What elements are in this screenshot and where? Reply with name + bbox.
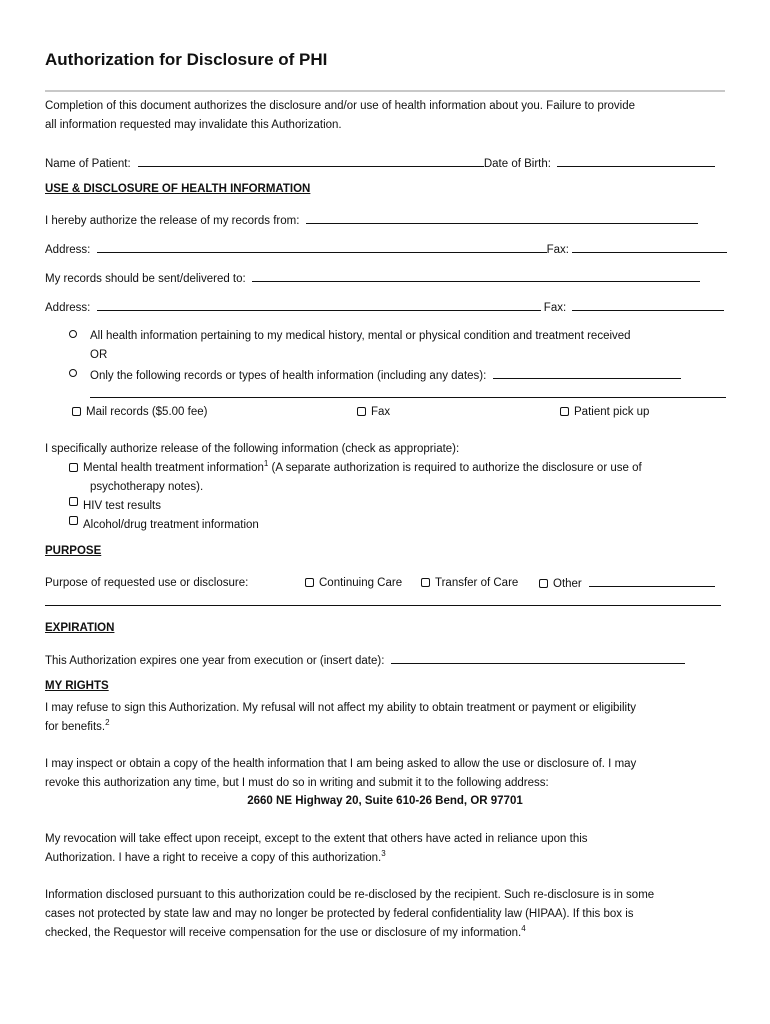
- pickup-label: Patient pick up: [574, 406, 650, 418]
- expiration-date-field[interactable]: [391, 651, 685, 664]
- footnote-2: 2: [105, 718, 110, 728]
- rights-p2-line1: I may inspect or obtain a copy of the health information that I am being asked to allow the use or disclosure of. I may: [45, 758, 637, 770]
- option-or-text: OR: [90, 349, 108, 361]
- purpose-field-line2[interactable]: [45, 593, 721, 606]
- mail-label: Mail records ($5.00 fee): [86, 406, 208, 418]
- sent-to-field[interactable]: [252, 269, 700, 282]
- alcohol-label: Alcohol/drug treatment information: [83, 519, 259, 531]
- rights-p4-line3: checked, the Requestor will receive compensation for the use or disclosure of my information.: [45, 927, 522, 939]
- mental-health-label-rest: (A separate authorization is required to authorize the disclosure or use of: [268, 462, 642, 474]
- mental-health-option[interactable]: [69, 459, 642, 477]
- rights-p2-line2: revoke this authorization any time, but I must do so in writing and submit it to the following address:: [45, 777, 549, 789]
- rights-p1-line1: I may refuse to sign this Authorization. My refusal will not affect my ability to obtain treatment or payment or eligibility: [45, 702, 637, 714]
- address2-label: Address:: [45, 302, 91, 314]
- rights-p4-line2: cases not protected by state law and may no longer be protected by federal confidentiality law (HIPAA). If this box is: [45, 908, 634, 920]
- mental-health-footnote: 1: [263, 459, 269, 469]
- alcohol-option[interactable]: [69, 516, 259, 534]
- footnote-4: 4: [521, 924, 526, 934]
- rights-p4-line1: Information disclosed pursuant to this authorization could be re-disclosed by the recipient. Such re-disclosure is in some: [45, 889, 655, 901]
- specific-intro: I specifically authorize release of the following information (check as appropriate):: [45, 443, 460, 455]
- hiv-label: HIV test results: [83, 500, 161, 512]
- pickup-checkbox[interactable]: [560, 407, 569, 416]
- other-checkbox[interactable]: [539, 579, 548, 588]
- rights-p3-line2: Authorization. I have a right to receive a copy of this authorization.: [45, 852, 382, 864]
- intro-text-line1: Completion of this document authorizes the disclosure and/or use of health information about you. Failure to provide: [45, 100, 636, 112]
- other-label: Other: [553, 578, 582, 590]
- option-only-text: Only the following records or types of health information (including any dates):: [90, 370, 487, 382]
- option-all-text: All health information pertaining to my medical history, mental or physical condition and treatment received: [90, 330, 631, 342]
- alcohol-checkbox[interactable]: [69, 516, 78, 525]
- rights-p3-line1: My revocation will take effect upon receipt, except to the extent that others have acted in reliance upon this: [45, 833, 588, 845]
- delivery-fax[interactable]: [357, 403, 390, 421]
- purpose-continuing[interactable]: [305, 574, 402, 592]
- option-all-radio[interactable]: [69, 330, 77, 338]
- dob-field[interactable]: [557, 154, 715, 167]
- purpose-other[interactable]: [539, 574, 715, 593]
- release-from-label: I hereby authorize the release of my records from:: [45, 215, 300, 227]
- address-label: Address:: [45, 244, 91, 256]
- footnote-3: 3: [381, 849, 386, 859]
- fax-checkbox[interactable]: [357, 407, 366, 416]
- other-field[interactable]: [589, 574, 715, 587]
- mail-checkbox[interactable]: [72, 407, 81, 416]
- transfer-checkbox[interactable]: [421, 578, 430, 587]
- hiv-checkbox[interactable]: [69, 497, 78, 506]
- transfer-label: Transfer of Care: [435, 577, 519, 589]
- option-only-radio[interactable]: [69, 369, 77, 377]
- patient-name-field[interactable]: [138, 154, 484, 167]
- release-from-field[interactable]: [306, 211, 698, 224]
- patient-name-label: Name of Patient:: [45, 158, 131, 170]
- mental-health-label: Mental health treatment information: [83, 462, 264, 474]
- intro-text-line2: all information requested may invalidate this Authorization.: [45, 119, 342, 131]
- purpose-heading: PURPOSE: [45, 545, 102, 557]
- fax2-field[interactable]: [572, 298, 724, 311]
- expiration-heading: EXPIRATION: [45, 622, 115, 634]
- delivery-pickup[interactable]: [560, 403, 649, 421]
- expiration-text: This Authorization expires one year from execution or (insert date):: [45, 655, 385, 667]
- fax-field[interactable]: [572, 240, 727, 253]
- revocation-address: 2660 NE Highway 20, Suite 610-26 Bend, OR 97701: [247, 795, 523, 807]
- continuing-label: Continuing Care: [319, 577, 403, 589]
- rights-heading: MY RIGHTS: [45, 680, 109, 692]
- delivery-mail[interactable]: [72, 403, 207, 421]
- option-only-field[interactable]: [493, 366, 681, 379]
- address-field[interactable]: [97, 240, 547, 253]
- continuing-checkbox[interactable]: [305, 578, 314, 587]
- fax2-label: Fax:: [543, 302, 567, 314]
- option-only-field-line2[interactable]: [90, 385, 726, 398]
- rights-p1-line2: for benefits.: [45, 721, 106, 733]
- purpose-label: Purpose of requested use or disclosure:: [45, 577, 249, 589]
- hiv-option[interactable]: [69, 497, 161, 515]
- purpose-transfer[interactable]: [421, 574, 518, 592]
- page-title: Authorization for Disclosure of PHI: [45, 50, 328, 69]
- address2-field[interactable]: [97, 298, 541, 311]
- mental-health-checkbox[interactable]: [69, 463, 78, 472]
- title-divider: [45, 90, 725, 92]
- dob-label: Date of Birth:: [483, 158, 551, 170]
- sent-to-label: My records should be sent/delivered to:: [45, 273, 246, 285]
- fax-delivery-label: Fax: [371, 406, 391, 418]
- use-disclosure-heading: USE & DISCLOSURE OF HEALTH INFORMATION: [45, 183, 311, 195]
- mental-health-label-line2: psychotherapy notes).: [90, 481, 204, 493]
- fax-label: Fax:: [546, 244, 569, 256]
